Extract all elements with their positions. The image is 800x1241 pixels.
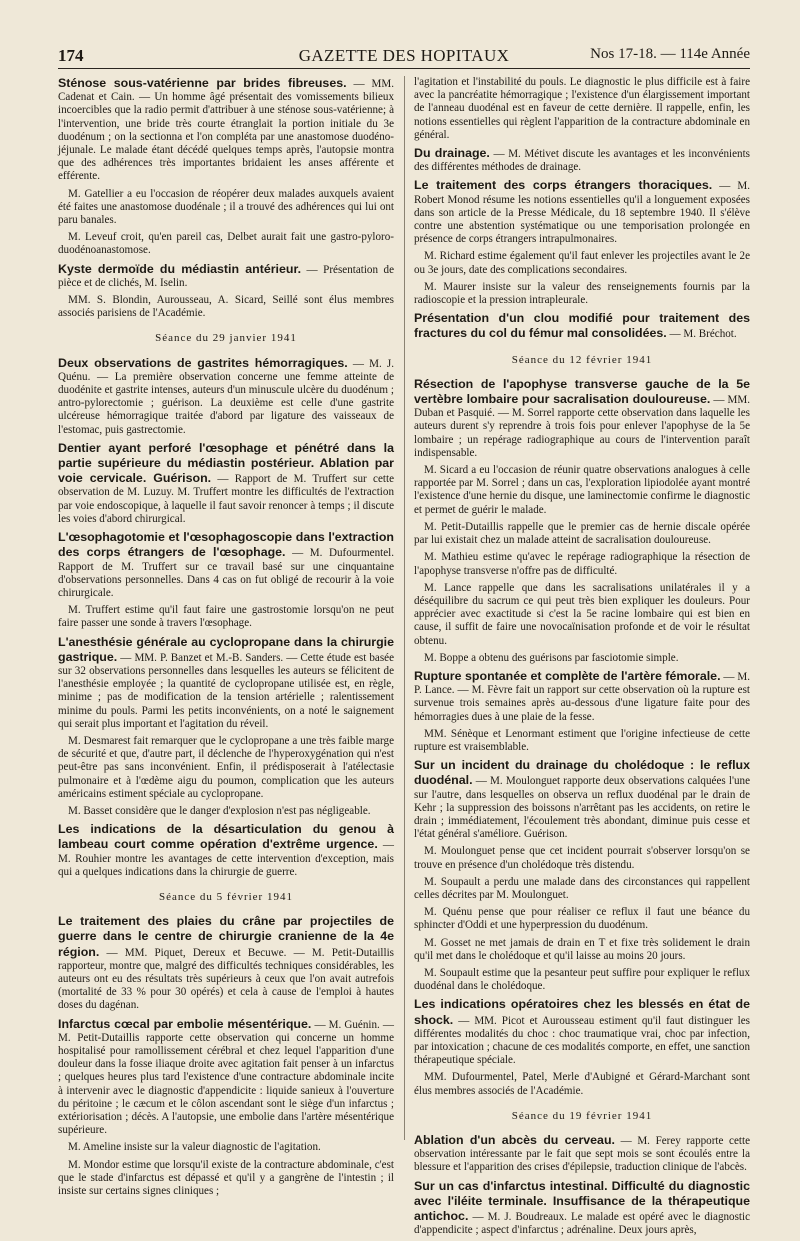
- article-heading: Dentier ayant perforé l'œsophage et pénétré dans la partie supérieure du médiastin postérieur. Ablation par voie cervicale. Guérison.: [58, 440, 394, 486]
- article-paragraph: [414, 178, 750, 246]
- article-paragraph: [58, 356, 394, 437]
- article-paragraph: [414, 1179, 750, 1238]
- article-heading: Rupture spontanée et complète de l'artère fémorale.: [414, 668, 721, 683]
- article-heading: Deux observations de gastrites hémorragiques.: [58, 355, 348, 370]
- article-heading: Le traitement des corps étrangers thoraciques.: [414, 178, 713, 193]
- article-text: — M. J. Boudreaux. Le malade est opéré avec le diagnostic d'appendicite ; aspect d'infarctus ; adrénaline. Deux jours après,: [414, 1211, 750, 1237]
- body-paragraph: M. Sicard a eu l'occasion de réunir quatre observations analogues à celle rapportée par M. Sorrel ; dans un cas, l'exploration lipiodolée ayant montré l'existence d'une hernie du disque, une laminectomie confirme le diagnostic et permet de guérir le malade.: [414, 464, 750, 516]
- article-heading: Sténose sous-vatérienne par brides fibreuses.: [58, 76, 347, 90]
- body-paragraph: M. Mondor estime que lorsqu'il existe de la contracture abdominale, c'est que le stade d'infarctus est dépassé et qu'il y a gangrène de l'intestin ; il insiste sur certains signes cliniques ;: [58, 1158, 394, 1198]
- seance-heading: Séance du 12 février 1941: [511, 353, 653, 366]
- body-paragraph: M. Maurer insiste sur la valeur des renseignements fournis par la radioscopie et la pression intrapleurale.: [414, 280, 750, 307]
- page-number: 174: [58, 46, 84, 65]
- article-text: — M. Moulonguet rapporte deux observations calquées l'une sur l'autre, dans lesquelles on observa un reflux duodénal par le drain de Kehr ; la suppression des boissons n'arrêtant pas les accidents, on retire le drain ; immédiatement, l'écoulement très abondant, diminue puis cesse et l'état général s'améliore. Guérison.: [414, 775, 750, 841]
- body-paragraph: M. Mathieu estime qu'avec le repérage radiographique la résection de l'apophyse transverse n'offre pas de difficulté.: [414, 551, 750, 577]
- article-heading: Présentation d'un clou modifié pour traitement des fractures du col du fémur mal consolidées.: [414, 311, 750, 341]
- article-text: — M. Robert Monod résume les notions essentielles qu'il a longuement exposées dans son article de la Presse Médicale, du 18 septembre 1940. Il s'élève contre une abstention systématique ou une temporisation prolongée en présence de corps étrangers intrapulmonaires.: [414, 180, 751, 246]
- article-heading: Les indications opératoires chez les blessés en état de shock.: [414, 997, 750, 1027]
- body-paragraph: M. Basset considère que le danger d'explosion n'est pas négligeable.: [68, 804, 371, 817]
- article-text: — M. J. Quénu. — La première observation concerne une femme atteinte de duodénite et gastrite intenses, auteurs d'un minuscule ulcère du duodénum ; antro-pylorectomie ; guérison. La deuxième est celle d'une gastrite ulcéreuse hémorragique traitée d'abord par ligature des vaisseaux de l'estomac, puis gastrectomie.: [58, 357, 394, 436]
- issue-number: Nos 17-18. — 114e Année: [590, 46, 750, 62]
- body-paragraph: M. Petit-Dutaillis rappelle que le premier cas de hernie discale opérée par lui existait chez un malade atteint de sacralisation douloureuse.: [414, 520, 750, 547]
- article-paragraph: [58, 635, 394, 731]
- article-text: — MM. Duban et Pasquié. — M. Sorrel rapporte cette observation dans laquelle les auteurs durent s'y reprendre à trois fois pour enlever l'apophyse de la 5e lombaire ; un repérage radiographique au cours de l'intervention paraît indispensable.: [414, 394, 750, 459]
- left-column: [58, 76, 394, 1202]
- body-paragraph: M. Leveuf croit, qu'en pareil cas, Delbet aurait fait une gastro-pyloro-duodénoanastomose.: [58, 231, 394, 257]
- seance-heading: Séance du 19 février 1941: [511, 1109, 653, 1122]
- article-text: — M. Dufourmentel. Rapport de M. Truffert sur ce travail basé sur une cinquantaine d'observations personnelles. Dans 4 cas on fut obligé de recourir à la voie chirurgicale.: [58, 547, 394, 599]
- body-paragraph: M. Soupault a perdu une malade dans des circonstances qui rappellent celles décrites par M. Moulonguet.: [414, 875, 750, 901]
- article-paragraph: [414, 997, 750, 1067]
- body-paragraph: M. Desmarest fait remarquer que le cyclopropane a une très faible marge de sécurité et que, d'autre part, il déclenche de l'hyperoxygénation qui n'est peut-être pas sans inconvénient. Enfin, il prédisposerait à l'atélectasie pulmonaire et à l'œdème aigu du poumon, complication que les auteurs américains estiment spéciale au cyclopropane.: [58, 734, 394, 800]
- article-text: — Présentation de pièce et de clichés, M. Iselin.: [58, 263, 394, 289]
- seance-heading: Séance du 29 janvier 1941: [155, 332, 297, 345]
- article-paragraph: [58, 441, 394, 526]
- article-heading: Ablation d'un abcès du cerveau.: [414, 1133, 615, 1148]
- article-heading: Infarctus cœcal par embolie mésentérique.: [58, 1016, 312, 1031]
- body-paragraph: M. Moulonguet pense que cet incident pourrait s'observer lorsqu'on se trouve en présence d'un cholédoque très distendu.: [414, 845, 750, 871]
- article-text: — M. Ferey rapporte cette observation intéressante par le fait que sept mois se sont écoulés entre la blessure et l'apparition des crises d'épilepsie, traduction clinique de l'abcès.: [414, 1135, 750, 1174]
- article-text: — M. Rouhier montre les avantages de cette intervention d'exception, mais qui a quelques indications dans la chirurgie de guerre.: [58, 839, 394, 878]
- body-paragraph: M. Quénu pense que pour réaliser ce reflux il faut une béance du sphincter d'Oddi et une hyperpression du duodénum.: [414, 906, 750, 932]
- article-heading: Du drainage.: [414, 146, 490, 161]
- article-paragraph: [58, 76, 394, 184]
- article-paragraph: [414, 311, 750, 341]
- article-text: — MM. Picot et Aurousseau estiment qu'il faut distinguer les différentes modalités du choc : choc traumatique vrai, choc par infection, par intoxication ; chacune de ces modalités comporte, en effet, une sanction thérapeutique spéciale.: [414, 1014, 750, 1067]
- right-column: [414, 76, 750, 1241]
- article-paragraph: [414, 669, 750, 724]
- body-paragraph: M. Truffert estime qu'il faut faire une gastrostomie lorsqu'on ne peut faire passer une sonde à travers l'œsophage.: [58, 604, 394, 630]
- page-header: [58, 40, 750, 69]
- article-paragraph: [58, 262, 394, 290]
- body-paragraph: M. Gosset ne met jamais de drain en T et fixe très solidement le drain qu'il met dans le cholédoque et qu'il laisse au moins 20 jours.: [414, 936, 750, 962]
- article-heading: Résection de l'apophyse transverse gauche de la 5e vertèbre lombaire pour sacralisation douloureuse.: [414, 376, 750, 407]
- article-text: — MM. Cadenat et Cain. — Un homme âgé présentait des vomissements bilieux incoercibles que la radio permit d'attribuer à une sténose sous-vatérienne; à l'intervention, une bride très courte étranglait la portion initiale du 3e duodénum ; on la sectionna et l'on compléta par une anastomose duodéno-jéjunale. Le malade étant décédé quelques temps après, l'autopsie montra que des adhérences très importantes bridaient les anses afférente et efférente.: [58, 78, 394, 183]
- article-paragraph: [58, 822, 394, 879]
- article-paragraph: [58, 1017, 394, 1138]
- article-heading: Les indications de la désarticulation du genou à lambeau court comme opération d'extrême urgence.: [58, 822, 394, 852]
- article-text: — Rapport de M. Truffert sur cette observation de M. Luzuy. M. Truffert montre les difficultés de l'extraction par voie endoscopique, à laquelle il faut savoir renoncer à temps ; il discute les voies d'abord chirurgical.: [58, 473, 394, 525]
- article-paragraph: [414, 758, 750, 841]
- body-paragraph: M. Ameline insiste sur la valeur diagnostic de l'agitation.: [68, 1141, 321, 1154]
- article-text: — M. Métivet discute les avantages et les inconvénients des différentes méthodes de drainage.: [414, 148, 750, 174]
- article-paragraph: [414, 1133, 750, 1175]
- body-paragraph: MM. Dufourmentel, Patel, Merle d'Aubigné et Gérard-Marchant sont élus membres associés de l'Académie.: [414, 1071, 750, 1097]
- journal-title: GAZETTE DES HOPITAUX: [298, 46, 510, 65]
- article-heading: Sur un cas d'infarctus intestinal. Difficulté du diagnostic avec l'iléite terminale. Insuffisance de la thérapeutique antichoc.: [414, 1178, 750, 1224]
- body-paragraph: M. Gatellier a eu l'occasion de réopérer deux malades auxquels avaient été faites une anastomose duodénale ; il a trouvé des adhérences qui lui ont paru banales.: [58, 187, 394, 227]
- article-heading: Kyste dermoïde du médiastin antérieur.: [58, 261, 302, 276]
- body-paragraph: l'agitation et l'instabilité du pouls. Le diagnostic le plus difficile est à faire avec la pancréatite hémorragique ; l'existence d'un élargissement important de l'anneau duodénal est en faveur de cette dernière. Il rappelle, enfin, les notions essentielles qui règlent l'apparition de la contracture abdominale en général.: [414, 76, 750, 141]
- body-paragraph: M. Richard estime également qu'il faut enlever les projectiles avant le 2e ou 3e jours, date des complications secondaires.: [414, 250, 750, 276]
- article-paragraph: [58, 914, 394, 1012]
- article-text: — M. Guénin. — M. Petit-Dutaillis rapporte cette observation qui concerne un homme hospitalisé pour ramollissement cérébral et chez lequel l'apparition d'une douleur dans la fosse iliaque droite avec agitation fait penser à un infarctus ; quelques heures plus tard l'existence d'une contracture abdominale incite à intervenir avec le diagnostic d'appendicite : liquide sanieux à l'ouverture du péritoine ; le cæcum et le côlon ascendant sont le siège d'un infarctus ; extériorisation ; décès. A l'autopsie, une embolie dans l'artère mésentérique supérieure.: [58, 1018, 394, 1137]
- body-paragraph: MM. S. Blondin, Aurousseau, A. Sicard, Seillé sont élus membres associés parisiens de l'Académie.: [58, 294, 394, 320]
- article-heading: L'anesthésie générale au cyclopropane dans la chirurgie gastrique.: [58, 634, 394, 664]
- article-text: — MM. P. Banzet et M.-B. Sanders. — Cette étude est basée sur 32 observations personnelles dans lesquelles les auteurs se félicitent de l'anesthésie employée ; la quantité de cyclopropane utilisée est, en règle, minime ; pas de modification de la tension artérielle ; ralentissement minime du pouls. Parmi les petits inconvénients, on a noté le saignement qui serait plus important et l'agitation du réveil.: [58, 651, 394, 730]
- body-paragraph: M. Lance rappelle que dans les sacralisations unilatérales il y a déséquilibre du sacrum ce qui peut très bien expliquer les douleurs. Pour apprécier avec exactitude si c'est la 5e racine lombaire qui est bien en cause, il suffit de faire une novocaïnisation profonde et de voir le résultat obtenu.: [414, 581, 750, 647]
- body-paragraph: MM. Sénèque et Lenormant estiment que l'origine infectieuse de cette rupture est vraisemblable.: [414, 727, 750, 753]
- column-divider: [404, 76, 405, 1140]
- article-text: — M. P. Lance. — M. Fèvre fait un rapport sur cette observation où la rupture est survenue trois semaines après au-dessous d'une ligature faite pour des hémorragies dues à une plaie de la fesse.: [414, 670, 750, 723]
- article-heading: Le traitement des plaies du crâne par projectiles de guerre dans le centre de chirurgie cranienne de la 4e région.: [58, 914, 394, 959]
- article-heading: L'œsophagotomie et l'œsophagoscopie dans l'extraction des corps étrangers de l'œsophage.: [58, 530, 394, 560]
- article-paragraph: [58, 530, 394, 600]
- article-text: — MM. Piquet, Dereux et Becuwe. — M. Petit-Dutaillis rapporteur, montre que, malgré des difficultés techniques considérables, les auteurs ont eu des résultats très supérieurs à ceux que l'on avait autrefois (mortalité de 33 % pour 30 opérés) et cela à cause de l'emploi à hautes doses du dagénan.: [58, 946, 394, 1012]
- body-paragraph: M. Boppe a obtenu des guérisons par fasciotomie simple.: [424, 651, 679, 664]
- seance-heading: Séance du 5 février 1941: [159, 890, 293, 903]
- article-paragraph: [414, 377, 750, 460]
- body-paragraph: M. Soupault estime que la pesanteur peut suffire pour expliquer le reflux duodénal dans le cholédoque.: [414, 966, 750, 993]
- article-paragraph: [414, 146, 750, 174]
- article-text: — M. Bréchot.: [666, 328, 737, 341]
- article-heading: Sur un incident du drainage du cholédoque : le reflux duodénal.: [414, 758, 750, 788]
